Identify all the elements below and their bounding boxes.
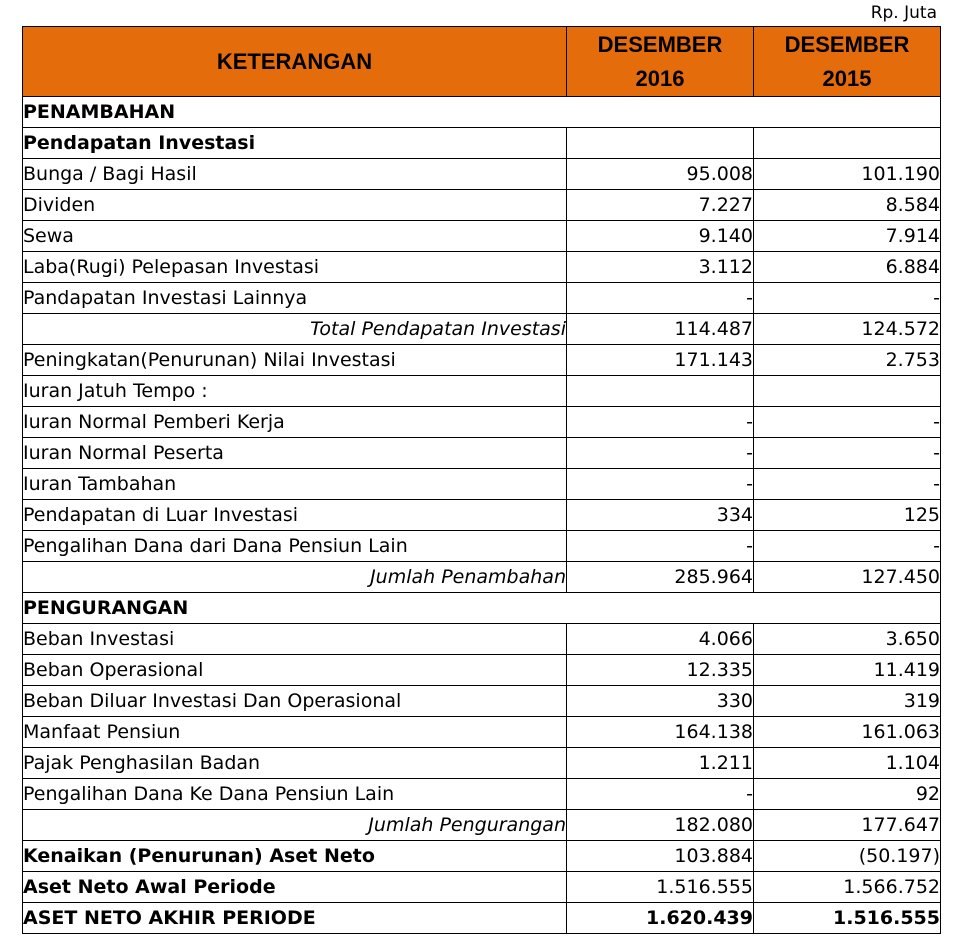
- total-row-aset-akhir: [23, 903, 941, 934]
- value-2016: 7.227: [567, 190, 754, 221]
- net-asset-changes-table: [22, 26, 941, 934]
- value-2016: -: [567, 531, 754, 562]
- table-row: [23, 686, 941, 717]
- table-row: [23, 500, 941, 531]
- header-description: KETERANGAN: [23, 27, 567, 97]
- row-label: Pengalihan Dana dari Dana Pensiun Lain: [23, 531, 567, 562]
- value-2016: 95.008: [567, 159, 754, 190]
- value-2015: -: [754, 438, 941, 469]
- row-label: Bunga / Bagi Hasil: [23, 159, 567, 190]
- table-row: [23, 438, 941, 469]
- value-2016: 182.080: [567, 810, 754, 841]
- value-2015: 2.753: [754, 345, 941, 376]
- row-label: Beban Investasi: [23, 624, 567, 655]
- subtotal-row: [23, 810, 941, 841]
- subtotal-row: [23, 562, 941, 593]
- subtotal-row: [23, 314, 941, 345]
- header-col-2016: [567, 27, 754, 97]
- value-2015: 1.516.555: [754, 903, 941, 934]
- value-2015: 3.650: [754, 624, 941, 655]
- row-label: Iuran Tambahan: [23, 469, 567, 500]
- table-row: [23, 469, 941, 500]
- value-2015: 177.647: [754, 810, 941, 841]
- row-label: Beban Diluar Investasi Dan Operasional: [23, 686, 567, 717]
- value-2015: 125: [754, 500, 941, 531]
- value-2015: 319: [754, 686, 941, 717]
- value-2015: 1.566.752: [754, 872, 941, 903]
- row-label: Iuran Normal Pemberi Kerja: [23, 407, 567, 438]
- value-2015: 7.914: [754, 221, 941, 252]
- header-col-2016-year: 2016: [635, 65, 685, 91]
- value-2016: 164.138: [567, 717, 754, 748]
- value-2016: 12.335: [567, 655, 754, 686]
- value-2016: -: [567, 283, 754, 314]
- value-2015: [754, 376, 941, 407]
- table-row: [23, 624, 941, 655]
- value-2016: 103.884: [567, 841, 754, 872]
- value-2015: -: [754, 531, 941, 562]
- value-2015: 8.584: [754, 190, 941, 221]
- value-2016: 334: [567, 500, 754, 531]
- row-label: Pandapatan Investasi Lainnya: [23, 283, 567, 314]
- value-2015: 161.063: [754, 717, 941, 748]
- value-2015: -: [754, 469, 941, 500]
- row-label: Sewa: [23, 221, 567, 252]
- value-2015: -: [754, 407, 941, 438]
- row-label: Aset Neto Awal Periode: [23, 872, 567, 903]
- table-row: [23, 779, 941, 810]
- row-label: Total Pendapatan Investasi: [23, 314, 567, 345]
- table-row: [23, 345, 941, 376]
- value-2016: 9.140: [567, 221, 754, 252]
- table-row: [23, 221, 941, 252]
- header-col-2015-year: 2015: [822, 65, 872, 91]
- value-2016: 114.487: [567, 314, 754, 345]
- value-2015: 11.419: [754, 655, 941, 686]
- row-label: Iuran Jatuh Tempo :: [23, 376, 567, 407]
- group-row-iuran-jatuh-tempo: [23, 376, 941, 407]
- value-2015: [754, 128, 941, 159]
- table-header-row: [23, 27, 941, 97]
- row-label: Jumlah Pengurangan: [23, 810, 567, 841]
- row-label: Iuran Normal Peserta: [23, 438, 567, 469]
- group-row-pendapatan-investasi: [23, 128, 941, 159]
- value-2016: -: [567, 438, 754, 469]
- value-2016: 171.143: [567, 345, 754, 376]
- row-label: Peningkatan(Penurunan) Nilai Investasi: [23, 345, 567, 376]
- value-2016: -: [567, 407, 754, 438]
- row-label: Dividen: [23, 190, 567, 221]
- header-col-2015: [754, 27, 941, 97]
- value-2016: 1.620.439: [567, 903, 754, 934]
- unit-label: Rp. Juta: [870, 3, 937, 23]
- value-2016: [567, 376, 754, 407]
- section-row-pengurangan: [23, 593, 941, 624]
- value-2015: -: [754, 283, 941, 314]
- row-label: Pengalihan Dana Ke Dana Pensiun Lain: [23, 779, 567, 810]
- row-label: Manfaat Pensiun: [23, 717, 567, 748]
- table-row: [23, 655, 941, 686]
- row-label: Laba(Rugi) Pelepasan Investasi: [23, 252, 567, 283]
- row-label: ASET NETO AKHIR PERIODE: [23, 903, 567, 934]
- total-row-aset-awal: [23, 872, 941, 903]
- section-row-penambahan: [23, 97, 941, 128]
- total-row-kenaikan: [23, 841, 941, 872]
- row-label: Pendapatan Investasi: [23, 128, 567, 159]
- header-col-2016-month: DESEMBER: [597, 31, 723, 57]
- value-2015: 6.884: [754, 252, 941, 283]
- value-2015: 127.450: [754, 562, 941, 593]
- value-2016: [567, 128, 754, 159]
- table-row: [23, 407, 941, 438]
- table-row: [23, 748, 941, 779]
- value-2015: 1.104: [754, 748, 941, 779]
- value-2016: 4.066: [567, 624, 754, 655]
- table-row: [23, 531, 941, 562]
- table-row: [23, 252, 941, 283]
- header-col-2015-month: DESEMBER: [784, 31, 910, 57]
- value-2016: 1.211: [567, 748, 754, 779]
- section-label: PENGURANGAN: [23, 593, 941, 624]
- value-2016: -: [567, 469, 754, 500]
- row-label: Pendapatan di Luar Investasi: [23, 500, 567, 531]
- value-2015: (50.197): [754, 841, 941, 872]
- value-2015: 101.190: [754, 159, 941, 190]
- section-label: PENAMBAHAN: [23, 97, 941, 128]
- value-2016: -: [567, 779, 754, 810]
- value-2016: 1.516.555: [567, 872, 754, 903]
- value-2016: 3.112: [567, 252, 754, 283]
- table-row: [23, 283, 941, 314]
- row-label: Beban Operasional: [23, 655, 567, 686]
- row-label: Jumlah Penambahan: [23, 562, 567, 593]
- row-label: Kenaikan (Penurunan) Aset Neto: [23, 841, 567, 872]
- table-row: [23, 190, 941, 221]
- value-2016: 285.964: [567, 562, 754, 593]
- value-2015: 92: [754, 779, 941, 810]
- table-row: [23, 159, 941, 190]
- value-2015: 124.572: [754, 314, 941, 345]
- row-label: Pajak Penghasilan Badan: [23, 748, 567, 779]
- table-row: [23, 717, 941, 748]
- value-2016: 330: [567, 686, 754, 717]
